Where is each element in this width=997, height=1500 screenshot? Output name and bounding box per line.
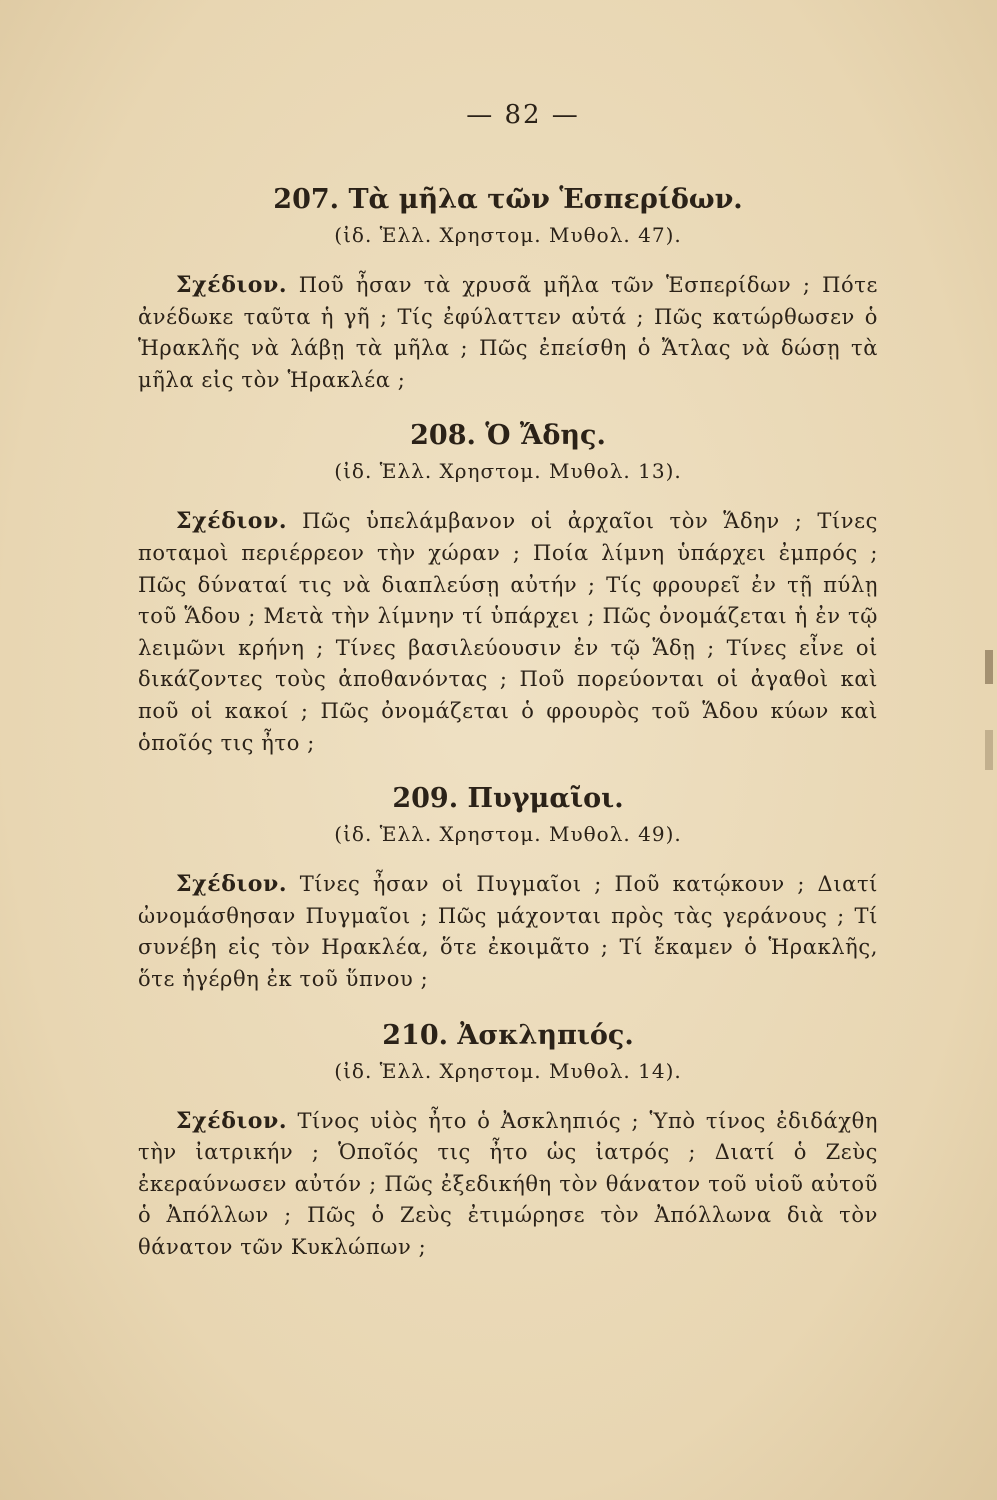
binding-edge-mark — [985, 730, 993, 770]
section-208 — [138, 418, 878, 759]
section-lead: Σχέδιον. — [176, 272, 288, 298]
section-body — [138, 869, 878, 995]
section-source: (ἰδ. Ἑλλ. Χρηστομ. Μυθολ. 49). — [334, 822, 682, 847]
section-body — [138, 1106, 878, 1264]
section-source: (ἰδ. Ἑλλ. Χρηστομ. Μυθολ. 13). — [334, 459, 682, 484]
section-text: Τίνος υἱὸς ἦτο ὁ Ἀσκληπιός ; Ὑπὸ τίνος ἐδιδάχθη τὴν ἰατρικήν ; Ὁποῖός τις ἦτο ὡς ἰατρός ; Διατί ὁ Ζεὺς ἐκεραύνωσεν αὐτόν ; Πῶς ἐξεδικήθη τὸν θάνατον τοῦ υἱοῦ αὐτοῦ ὁ Ἀπόλλων ; Πῶς ὁ Ζεὺς ἐτιμώρησε τὸν Ἀπόλλωνα διὰ τὸν θάνατον τῶν Κυκλώπων ; — [138, 1108, 878, 1259]
section-body — [138, 270, 878, 396]
section-title: 210. Ἀσκληπιός. — [382, 1019, 634, 1051]
section-lead: Σχέδιον. — [176, 508, 288, 535]
section-body — [138, 506, 878, 759]
section-title: 207. Τὰ μῆλα τῶν Ἑσπερίδων. — [273, 184, 743, 215]
binding-edge-mark — [985, 650, 993, 684]
section-title: 208. Ὁ Ἄδης. — [410, 420, 606, 452]
section-209 — [138, 781, 878, 995]
page-content — [138, 100, 878, 1285]
section-text: Ποῦ ἦσαν τὰ χρυσᾶ μῆλα τῶν Ἑσπερίδων ; Πότε ἀνέδωκε ταῦτα ἡ γῆ ; Τίς ἐφύλαττεν αὐτά ; Πῶς κατώρθωσεν ὁ Ἡρακλῆς νὰ λάβῃ τὰ μῆλα ; Πῶς ἐπείσθη ὁ Ἄτλας νὰ δώσῃ τὰ μῆλα εἰς τὸν Ἡρακλέα ; — [138, 273, 878, 392]
section-207 — [138, 182, 878, 396]
section-title: 209. Πυγμαῖοι. — [392, 783, 624, 815]
section-210 — [138, 1018, 878, 1264]
section-text: Τίνες ἦσαν οἱ Πυγμαῖοι ; Ποῦ κατῴκουν ; Διατί ὠνομάσθησαν Πυγμαῖοι ; Πῶς μάχονται πρὸς τὰς γεράνους ; Τί συνέβη εἰς τὸν Ηρακλέα, ὅτε ἐκοιμᾶτο ; Τί ἔκαμεν ὁ Ἡρακλῆς, ὅτε ἠγέρθη ἐκ τοῦ ὕπνου ; — [138, 872, 878, 991]
section-source: (ἰδ. Ἑλλ. Χρηστομ. Μυθολ. 14). — [334, 1058, 682, 1083]
section-lead: Σχέδιον. — [176, 1107, 288, 1134]
page-number: — 82 — — [466, 100, 580, 130]
section-source: (ἰδ. Ἑλλ. Χρηστομ. Μυθολ. 47). — [334, 223, 682, 247]
section-lead: Σχέδιον. — [176, 871, 288, 898]
section-text: Πῶς ὑπελάμβανον οἱ ἀρχαῖοι τὸν Ἅδην ; Τίνες ποταμοὶ περιέρρεον τὴν χώραν ; Ποία λίμνη ὑπάρχει ἐμπρός ; Πῶς δύναταί τις νὰ διαπλεύσῃ αὐτήν ; Τίς φρουρεῖ ἐν τῇ πύλῃ τοῦ Ἅδου ; Μετὰ τὴν λίμνην τί ὑπάρχει ; Πῶς ὀνομάζεται ἡ ἐν τῷ λειμῶνι κρήνη ; Τίνες βασιλεύουσιν ἐν τῷ Ἅδῃ ; Τίνες εἶνε οἱ δικάζοντες τοὺς ἀποθανόντας ; Ποῦ πορεύονται οἱ ἀγαθοὶ καὶ ποῦ οἱ κακοί ; Πῶς ὀνομάζεται ὁ φρουρὸς τοῦ Ἅδου κύων καὶ ὁποῖός τις ἦτο ; — [138, 509, 879, 755]
